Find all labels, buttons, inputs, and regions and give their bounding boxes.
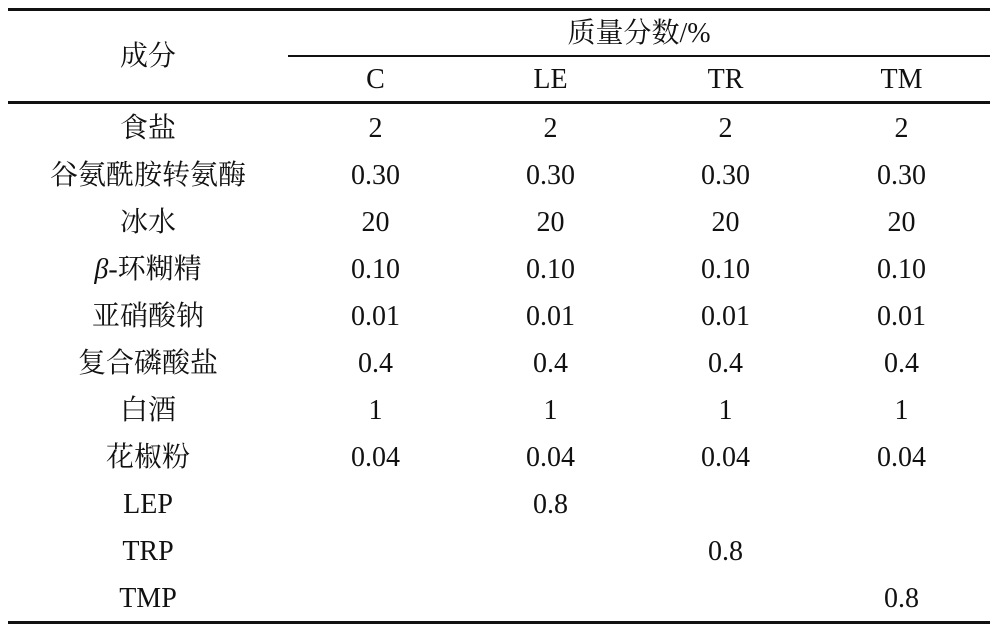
row-label-salt: 食盐 <box>119 112 176 144</box>
column-header-le: LE <box>533 63 568 95</box>
table-cell: 0.30 <box>877 159 926 191</box>
row-label-transglutaminase: 谷氨酰胺转氨酶 <box>49 159 246 191</box>
row-label-sichuan-pepper: 花椒粉 <box>105 441 190 473</box>
table-cell: 1 <box>718 394 733 426</box>
row-header-label: 成分 <box>119 40 176 72</box>
table-cell: 20 <box>887 206 916 238</box>
table-cell: 0.04 <box>526 441 575 473</box>
group-header-rule <box>288 55 990 57</box>
table-cell: 2 <box>368 112 383 144</box>
group-header-label: 质量分数/% <box>567 18 711 49</box>
table-cell <box>463 575 638 622</box>
table-cell: 0.10 <box>526 253 575 285</box>
header-bottom-rule <box>8 101 990 104</box>
row-label-trp: TRP <box>122 535 174 567</box>
table-cell: 0.10 <box>877 253 926 285</box>
row-label-liquor: 白酒 <box>119 394 176 426</box>
table-cell: 0.01 <box>701 300 750 332</box>
table-cell: 0.30 <box>351 159 400 191</box>
table-cell: 0.01 <box>526 300 575 332</box>
column-header-c: C <box>366 63 385 95</box>
table-cell: 0.10 <box>701 253 750 285</box>
table-cell: 0.01 <box>877 300 926 332</box>
table-cell <box>638 481 813 528</box>
table-cell <box>813 528 990 575</box>
row-label-compound-phosphate: 复合磷酸盐 <box>77 347 218 379</box>
table-cell: 20 <box>536 206 565 238</box>
table-cell: 2 <box>894 112 909 144</box>
row-label-greek-prefix: β <box>94 253 109 285</box>
table-cell: 0.04 <box>701 441 750 473</box>
table-cell: 0.4 <box>533 347 568 379</box>
row-label-lep: LEP <box>123 488 173 520</box>
row-label-tmp: TMP <box>119 582 177 614</box>
top-rule <box>8 8 990 11</box>
table-cell: 0.30 <box>526 159 575 191</box>
table-cell: 1 <box>543 394 558 426</box>
table-cell: 0.4 <box>708 347 743 379</box>
table-cell: 0.4 <box>884 347 919 379</box>
table-cell <box>463 528 638 575</box>
table-cell: 0.10 <box>351 253 400 285</box>
column-header-tr: TR <box>707 63 744 95</box>
table-cell <box>288 528 463 575</box>
table-cell: 0.8 <box>708 535 743 567</box>
table-cell <box>638 575 813 622</box>
column-header-tm: TM <box>880 63 923 95</box>
table-cell: 0.8 <box>533 488 568 520</box>
table-cell: 2 <box>543 112 558 144</box>
table-cell: 20 <box>361 206 390 238</box>
table-cell: 0.30 <box>701 159 750 191</box>
table-cell: 0.04 <box>877 441 926 473</box>
row-label-rest: -环糊精 <box>108 253 202 285</box>
row-label-beta-cyclodextrin <box>8 246 288 293</box>
table-cell: 0.8 <box>884 582 919 614</box>
table-cell: 20 <box>711 206 740 238</box>
row-label-ice-water: 冰水 <box>119 206 176 238</box>
table-cell <box>288 575 463 622</box>
table-cell: 0.4 <box>358 347 393 379</box>
table-cell: 1 <box>368 394 383 426</box>
table-cell <box>813 481 990 528</box>
table-cell: 2 <box>718 112 733 144</box>
table-cell: 0.04 <box>351 441 400 473</box>
table-cell: 1 <box>894 394 909 426</box>
table-cell <box>288 481 463 528</box>
table-cell: 0.01 <box>351 300 400 332</box>
row-label-sodium-nitrite: 亚硝酸钠 <box>91 300 204 332</box>
